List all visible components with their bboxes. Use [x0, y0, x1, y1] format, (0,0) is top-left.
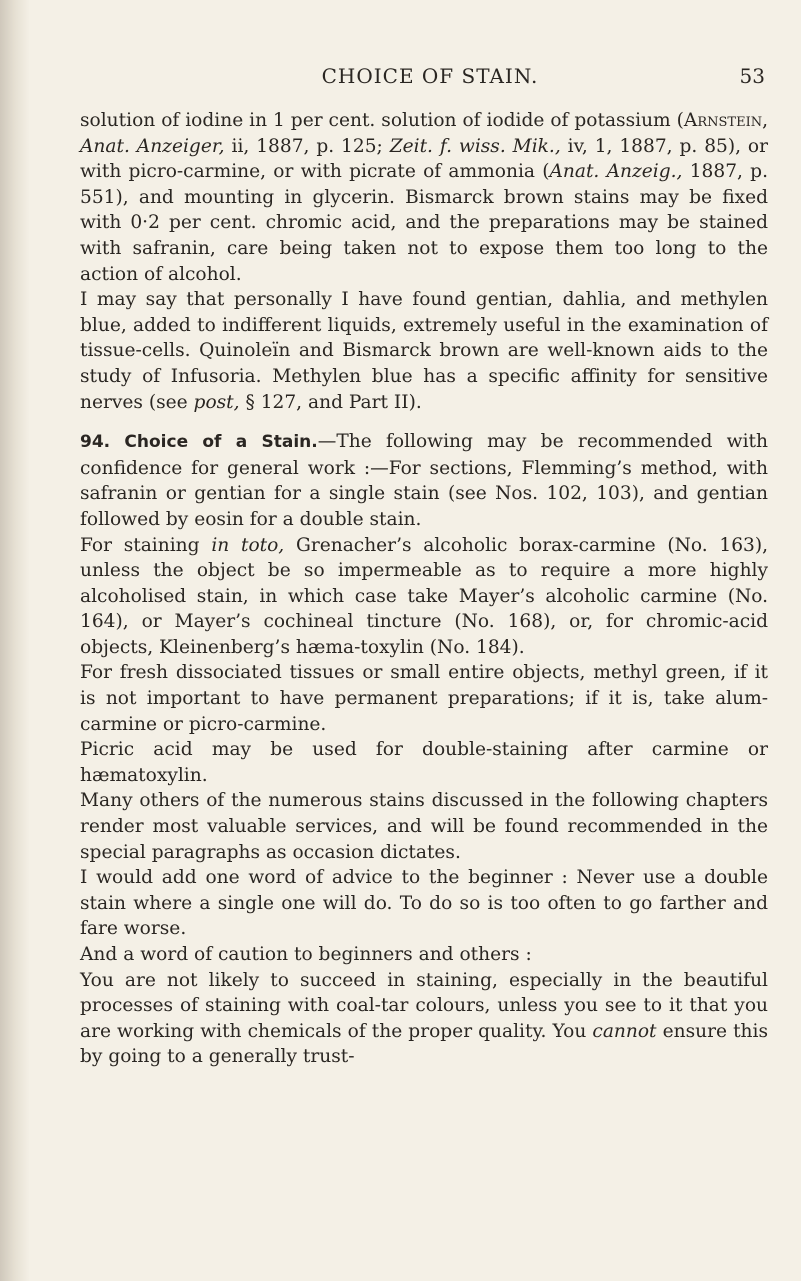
paragraph: You are not likely to succeed in staining, especially in the beautiful processes of staining with coal-tar colours, unless you see to it that you are working with chemicals of the proper quality. You cannot ensure this by going to a generally trust-: [80, 969, 769, 1068]
paragraph: For fresh dissociated tissues or small entire objects, methyl green, if it is not important to have permanent preparations; if it is, take alum-carmine or picro-carmine.: [80, 662, 768, 735]
running-title: CHOICE OF STAIN.: [321, 64, 539, 88]
paragraph: 94. Choice of a Stain.—The following may be recommended with confidence for general work :—For sections, Flemming’s method, with safranin or gentian for a single stain (see Nos. 102, 103), and gentian followed by eosin for a double stain.: [80, 431, 768, 530]
paragraph: And a word of caution to beginners and others :: [80, 944, 532, 965]
paragraph: Picric acid may be used for double-staining after carmine or hæmatoxylin.: [80, 739, 768, 786]
body-text: [80, 108, 768, 1070]
paragraph: I would add one word of advice to the beginner : Never use a double stain where a single one will do. To do so is too often to go farther and fare worse.: [80, 867, 768, 940]
page-binding-shadow: [0, 0, 30, 1281]
paragraph: Many others of the numerous stains discussed in the following chapters render most valuable services, and will be found recommended in the special paragraphs as occasion dictates.: [80, 790, 768, 863]
paragraph: I may say that personally I have found gentian, dahlia, and methylen blue, added to indifferent liquids, extremely useful in the examination of tissue-cells. Quinoleïn and Bismarck brown are well-known aids to the study of Infusoria. Methylen blue has a specific affinity for sensitive nerves (see post, § 127, and Part II).: [80, 289, 768, 413]
section-heading: 94. Choice of a Stain.: [80, 432, 318, 453]
paragraph: solution of iodine in 1 per cent. solution of iodide of potassium (Arnstein, Anat. Anzeiger, ii, 1887, p. 125; Zeit. f. wiss. Mik., iv, 1, 1887, p. 85), or with picro-carmine, or with picrate of ammonia (Anat. Anzeig., 1887, p. 551), and mounting in glycerin. Bismarck brown stains may be fixed with 0·2 per cent. chromic acid, and the preparations may be stained with safranin, care being taken not to expose them too long to the action of alcohol.: [80, 110, 769, 285]
page-number: 53: [739, 64, 765, 88]
paragraph: For staining in toto, Grenacher’s alcoholic borax-carmine (No. 163), unless the object be so impermeable as to require a more highly alcoholised stain, in which case take Mayer’s alcoholic carmine (No. 164), or Mayer’s cochineal tincture (No. 168), or, for chromic-acid objects, Kleinenberg’s hæma-toxylin (No. 184).: [80, 534, 769, 658]
running-head: [80, 64, 780, 94]
